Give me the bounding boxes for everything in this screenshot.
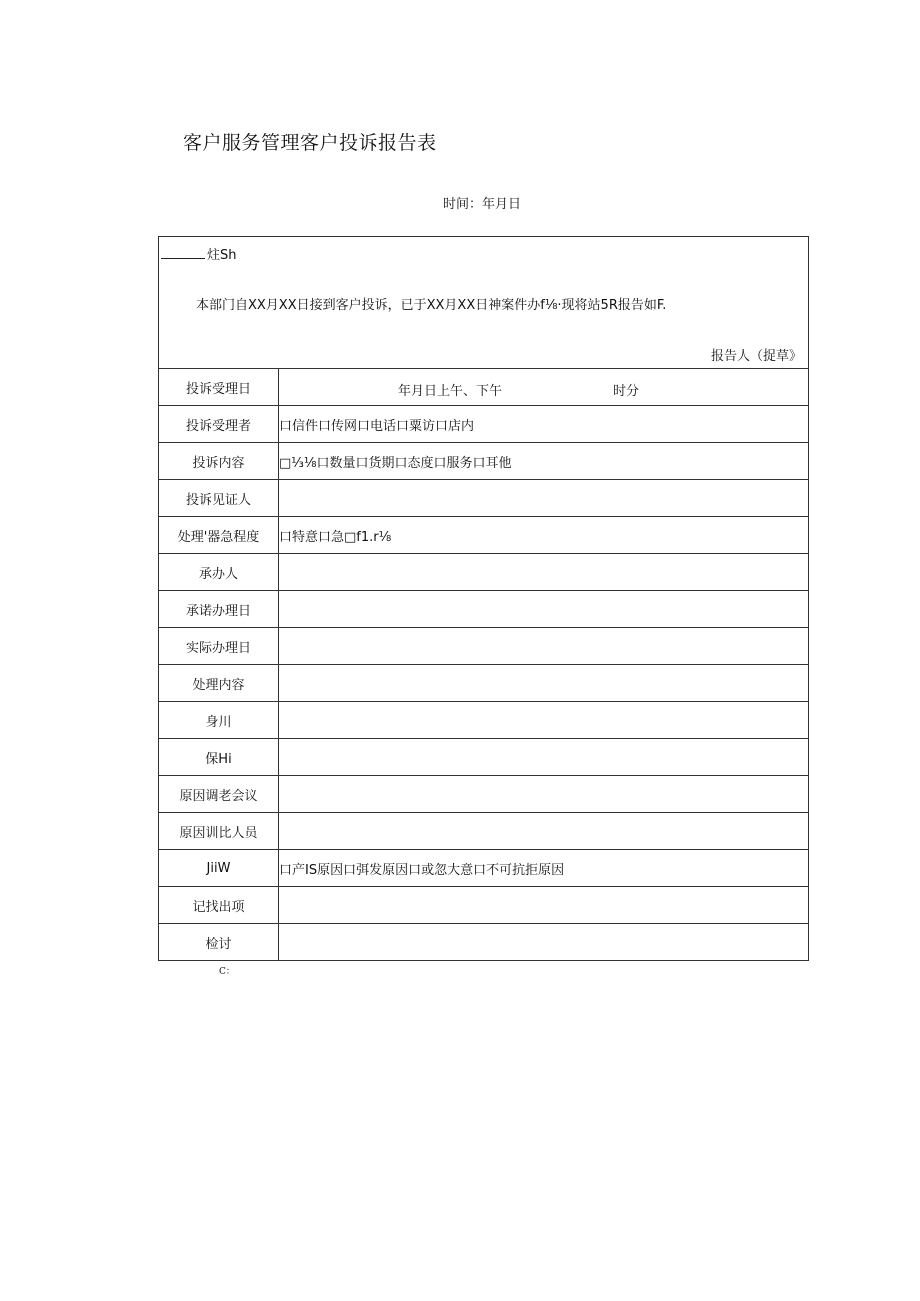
intro-body: 本部门自XX月XX日接到客户投诉，已于XX月XX日神案件办f⅛·现将站5R报告如F. [196, 298, 667, 313]
accept-date-part2: 时分 [613, 384, 640, 399]
reporter-signature: 报告人（捉草》 [710, 349, 802, 364]
row-label: 原因调老会议 [159, 776, 279, 813]
table-row [159, 480, 809, 517]
row-label: 承办人 [159, 554, 279, 591]
table-row [159, 776, 809, 813]
row-value: 口产IS原因口弭发原因口或忽大意口不可抗拒原因 [279, 850, 809, 887]
row-label: 投诉见证人 [159, 480, 279, 517]
row-label: 处理'器急程度 [159, 517, 279, 554]
table-row [159, 702, 809, 739]
row-value [279, 554, 809, 591]
row-label: 保Hi [159, 739, 279, 776]
table-row [159, 369, 809, 406]
row-value [279, 776, 809, 813]
table-row [159, 813, 809, 850]
row-value [279, 739, 809, 776]
complaint-report-table [158, 236, 809, 961]
date-line: 时间：年月日 [443, 197, 522, 212]
table-row [159, 554, 809, 591]
row-value [279, 702, 809, 739]
row-label: 处理内容 [159, 665, 279, 702]
row-label: 原因训比人员 [159, 813, 279, 850]
row-label: 承诺办理日 [159, 591, 279, 628]
table-row [159, 924, 809, 961]
footnote: C： [219, 967, 235, 977]
intro-row [159, 237, 809, 369]
row-value [279, 665, 809, 702]
row-value [279, 887, 809, 924]
accept-date-part1: 年月日上午、下午 [398, 384, 503, 399]
table-row [159, 887, 809, 924]
row-label: JiiW [159, 850, 279, 887]
table-row [159, 406, 809, 443]
row-value: □⅓⅛口数量口货期口态度口服务口耳他 [279, 443, 809, 480]
table-row [159, 517, 809, 554]
intro-cell [159, 237, 809, 369]
row-value: 口特意口急□f1.r⅛ [279, 517, 809, 554]
row-value [279, 813, 809, 850]
row-value [279, 924, 809, 961]
row-value [279, 591, 809, 628]
page-title: 客户服务管理客户投诉报告表 [183, 132, 437, 154]
table-row [159, 739, 809, 776]
addressee-line [161, 244, 237, 263]
table-row [159, 628, 809, 665]
addressee-blank [161, 247, 205, 259]
addressee-suffix: 炷Sh [207, 248, 237, 263]
row-label: 投诉内容 [159, 443, 279, 480]
table-row [159, 591, 809, 628]
row-label: 实际办理日 [159, 628, 279, 665]
table-row [159, 850, 809, 887]
row-value [279, 369, 809, 406]
row-value [279, 628, 809, 665]
table-row [159, 443, 809, 480]
row-value: 口信件口传网口电话口粟访口店内 [279, 406, 809, 443]
row-label: 身川 [159, 702, 279, 739]
row-label: 投诉受理者 [159, 406, 279, 443]
row-label: 记找出项 [159, 887, 279, 924]
row-label: 投诉受理日 [159, 369, 279, 406]
row-label: 检讨 [159, 924, 279, 961]
table-row [159, 665, 809, 702]
row-value [279, 480, 809, 517]
